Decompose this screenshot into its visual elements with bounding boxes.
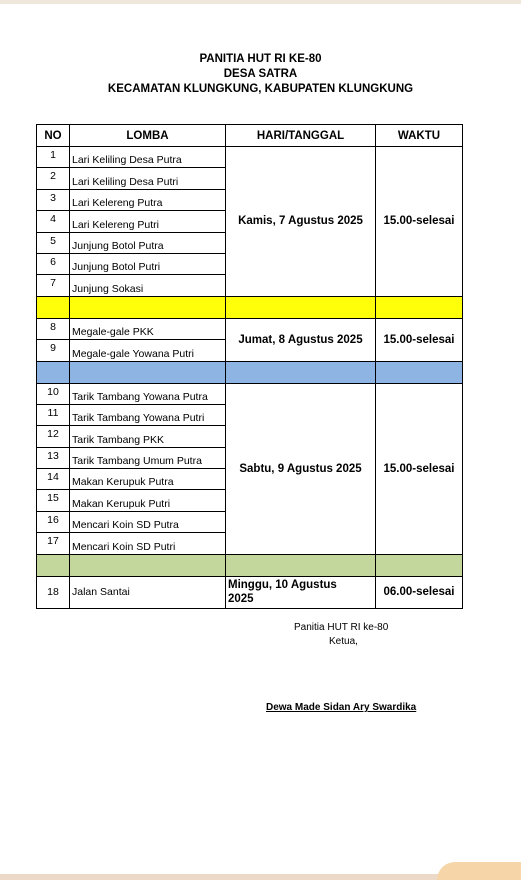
group-date: Sabtu, 9 Agustus 2025 bbox=[226, 383, 376, 554]
row-lomba: Mencari Koin SD Putri bbox=[70, 533, 226, 554]
row-lomba: Tarik Tambang PKK bbox=[70, 426, 226, 447]
row-number: 18 bbox=[37, 576, 70, 608]
column-header-no: NO bbox=[37, 125, 70, 147]
header-line-1: PANITIA HUT RI KE-80 bbox=[199, 53, 322, 65]
table-row bbox=[37, 318, 463, 339]
table-row bbox=[37, 147, 463, 168]
row-number: 2 bbox=[37, 168, 70, 189]
column-header-hari: HARI/TANGGAL bbox=[226, 125, 376, 147]
row-number: 16 bbox=[37, 511, 70, 532]
column-header-lomba: LOMBA bbox=[70, 125, 226, 147]
row-lomba: Makan Kerupuk Putri bbox=[70, 490, 226, 511]
row-number: 12 bbox=[37, 426, 70, 447]
row-number: 1 bbox=[37, 147, 70, 168]
column-header-waktu: WAKTU bbox=[376, 125, 463, 147]
row-lomba: Junjung Botol Putra bbox=[70, 232, 226, 253]
table-row bbox=[37, 383, 463, 404]
group-date-line-2: 2025 bbox=[228, 593, 254, 606]
signature-role: Ketua, bbox=[329, 636, 358, 647]
separator-row-green bbox=[37, 554, 463, 576]
group-time: 15.00-selesai bbox=[376, 383, 463, 554]
group-date-line-1: Minggu, 10 Agustus bbox=[228, 579, 337, 592]
row-number: 13 bbox=[37, 447, 70, 468]
row-lomba: Lari Keliling Desa Putra bbox=[70, 147, 226, 168]
row-number: 10 bbox=[37, 383, 70, 404]
row-lomba: Tarik Tambang Umum Putra bbox=[70, 447, 226, 468]
row-lomba: Junjung Sokasi bbox=[70, 275, 226, 296]
group-time: 15.00-selesai bbox=[376, 318, 463, 361]
row-lomba: Junjung Botol Putri bbox=[70, 253, 226, 274]
row-lomba: Tarik Tambang Yowana Putra bbox=[70, 383, 226, 404]
signature-name: Dewa Made Sidan Ary Swardika bbox=[266, 702, 417, 713]
row-lomba: Jalan Santai bbox=[70, 576, 226, 608]
row-number: 11 bbox=[37, 404, 70, 425]
row-number: 15 bbox=[37, 490, 70, 511]
group-time: 15.00-selesai bbox=[376, 147, 463, 297]
separator-row-yellow bbox=[37, 296, 463, 318]
row-number: 4 bbox=[37, 211, 70, 232]
top-edge-band bbox=[0, 0, 521, 4]
row-lomba: Makan Kerupuk Putra bbox=[70, 469, 226, 490]
row-number: 7 bbox=[37, 275, 70, 296]
row-lomba: Lari Kelereng Putra bbox=[70, 189, 226, 210]
row-number: 3 bbox=[37, 189, 70, 210]
group-date: Kamis, 7 Agustus 2025 bbox=[226, 147, 376, 297]
row-lomba: Tarik Tambang Yowana Putri bbox=[70, 404, 226, 425]
schedule-table bbox=[36, 124, 463, 609]
row-lomba: Lari Kelereng Putri bbox=[70, 211, 226, 232]
table-row bbox=[37, 576, 463, 608]
header-line-2: DESA SATRA bbox=[223, 68, 298, 80]
row-lomba: Mencari Koin SD Putra bbox=[70, 511, 226, 532]
row-number: 17 bbox=[37, 533, 70, 554]
group-time: 06.00-selesai bbox=[376, 576, 463, 608]
row-number: 14 bbox=[37, 469, 70, 490]
row-number: 5 bbox=[37, 232, 70, 253]
group-date bbox=[226, 576, 376, 608]
corner-decoration bbox=[437, 862, 521, 880]
group-date: Jumat, 8 Agustus 2025 bbox=[226, 318, 376, 361]
row-lomba: Megale-gale PKK bbox=[70, 318, 226, 339]
header-line-3: KECAMATAN KLUNGKUNG, KABUPATEN KLUNGKUNG bbox=[107, 83, 414, 95]
row-lomba: Lari Keliling Desa Putri bbox=[70, 168, 226, 189]
signature-org: Panitia HUT RI ke-80 bbox=[294, 622, 389, 633]
row-number: 8 bbox=[37, 318, 70, 339]
table-header-row bbox=[37, 125, 463, 147]
row-lomba: Megale-gale Yowana Putri bbox=[70, 340, 226, 361]
row-number: 9 bbox=[37, 340, 70, 361]
separator-row-blue bbox=[37, 361, 463, 383]
row-number: 6 bbox=[37, 253, 70, 274]
